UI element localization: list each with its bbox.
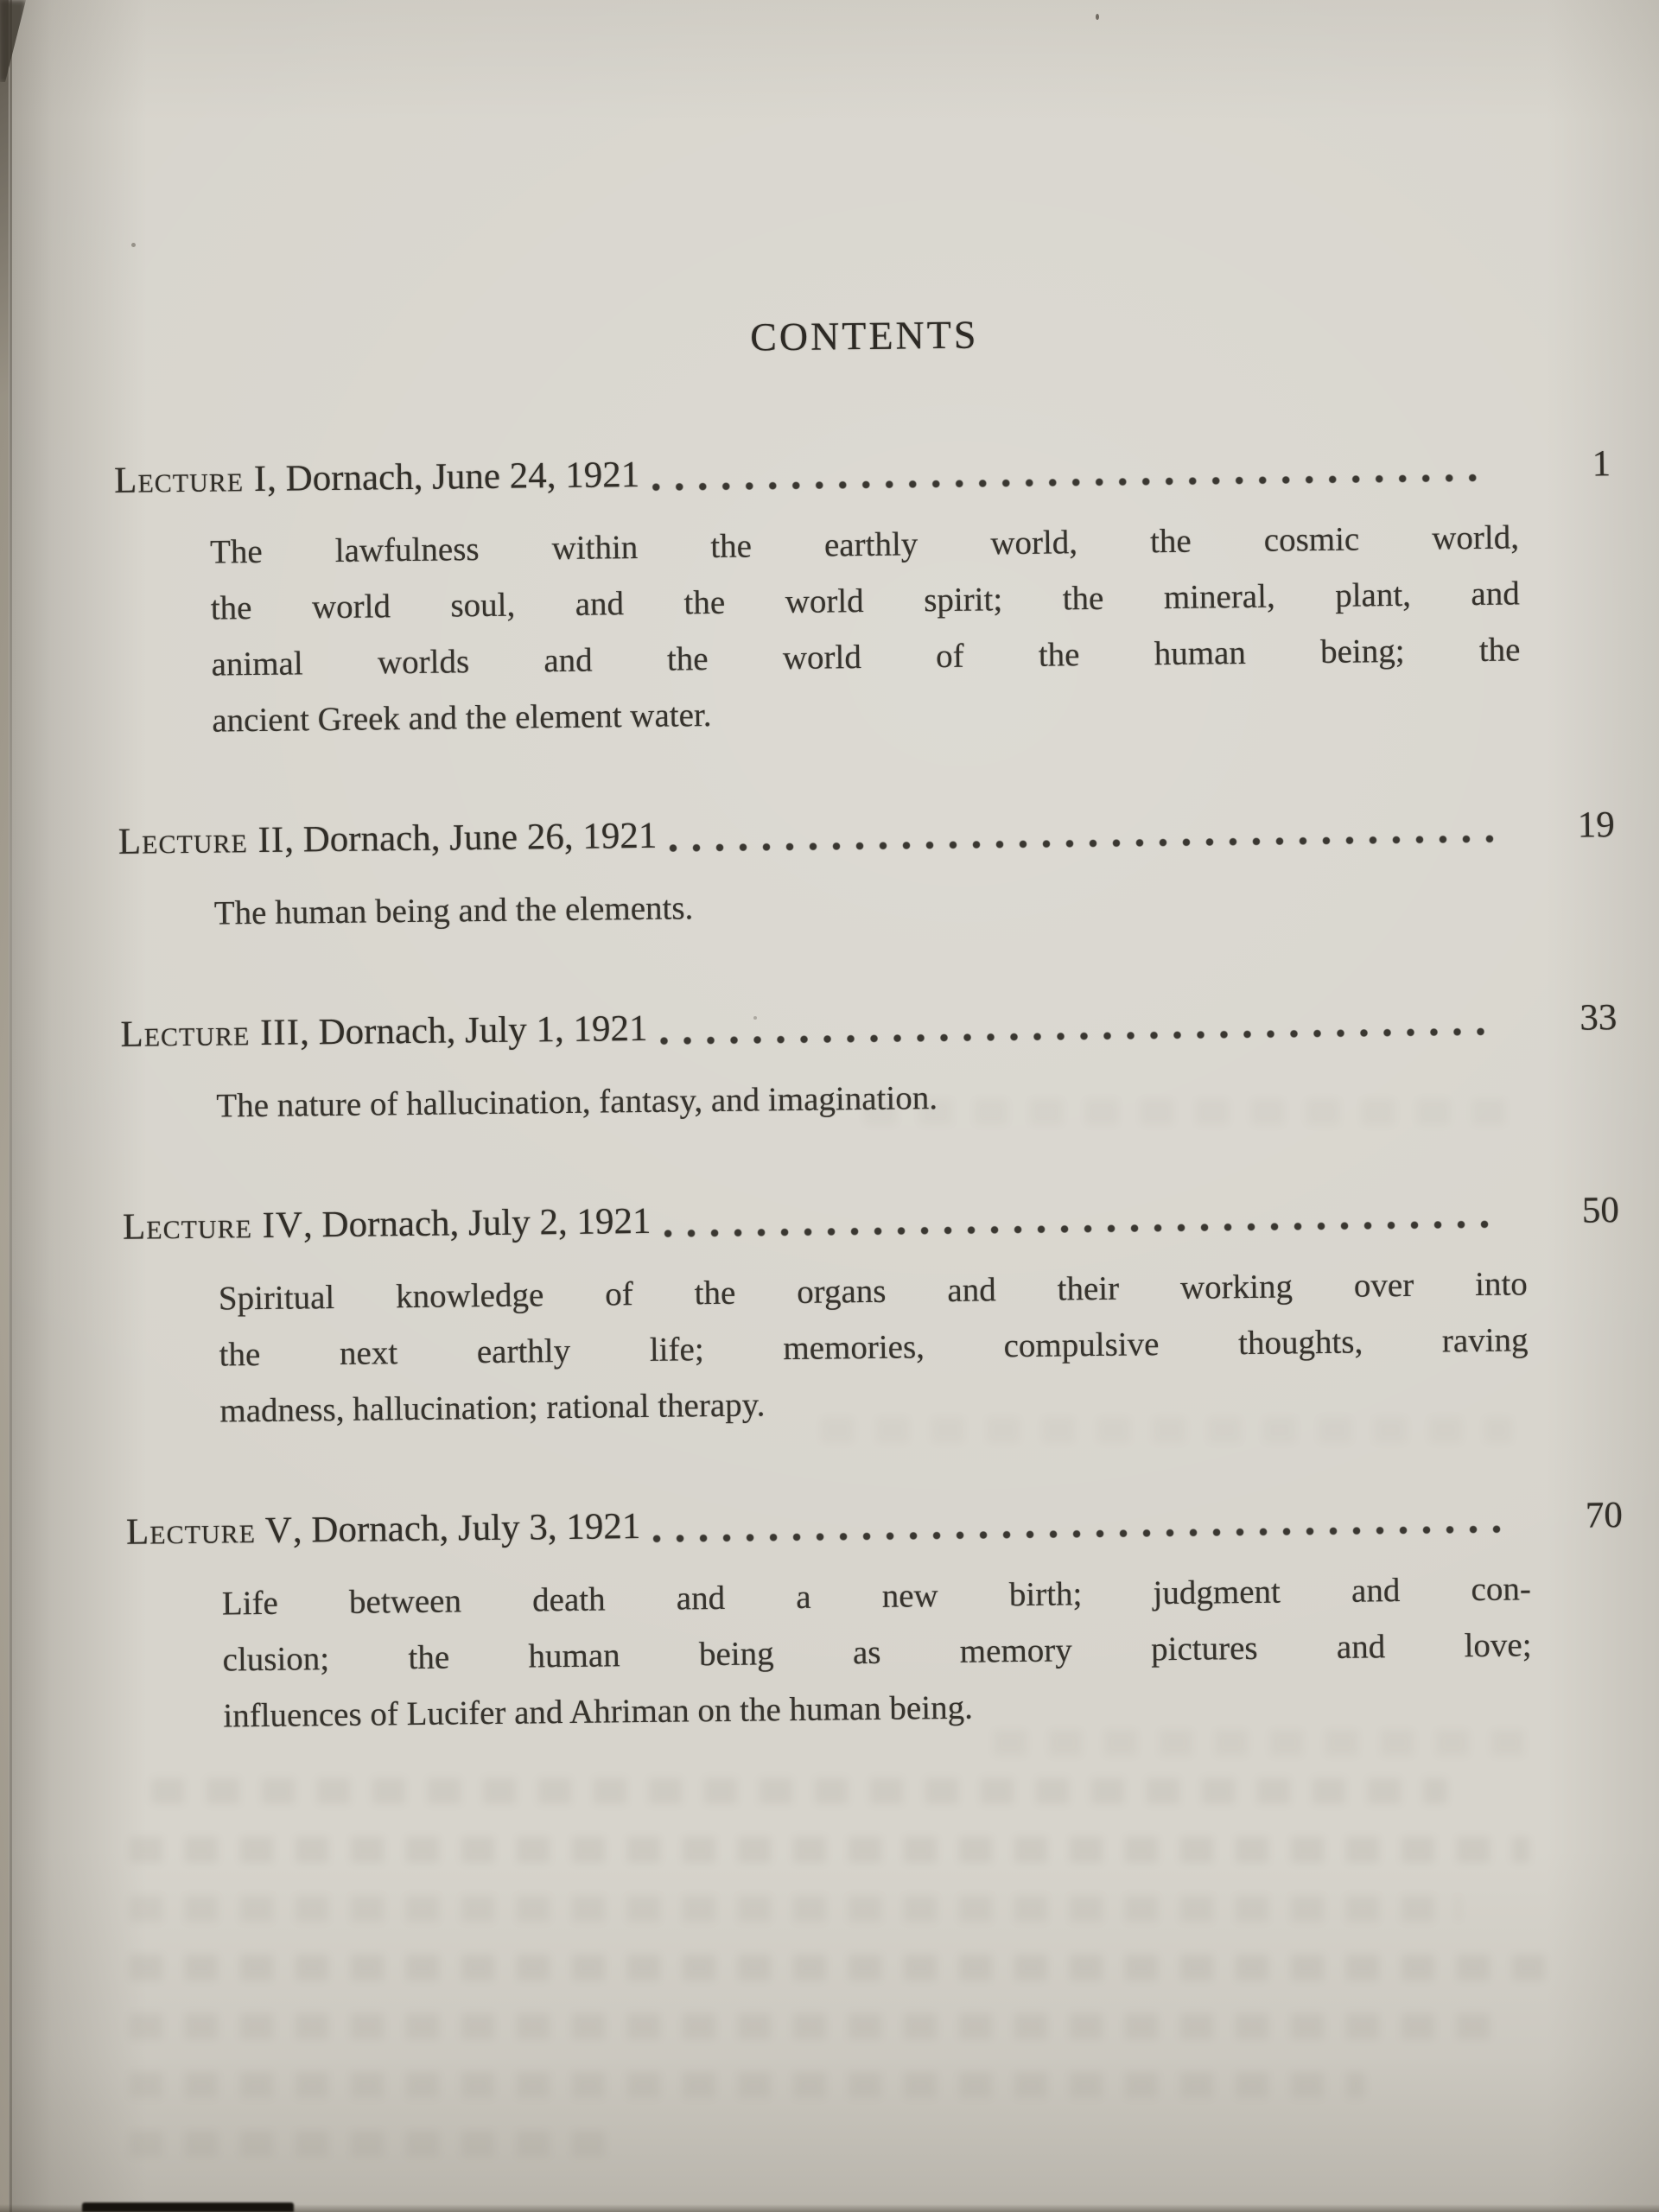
lecture-summary <box>210 509 1522 748</box>
corner-shadow <box>0 0 26 82</box>
page-gutter-edge <box>0 0 9 2212</box>
summary-line: Spiritual knowledge of the organs and their working over into <box>218 1265 1529 1318</box>
paper-speck <box>1096 14 1099 20</box>
toc-entry-heading <box>114 437 1618 508</box>
bleed-through-text <box>130 2131 613 2157</box>
lecture-label: Lecture I <box>113 458 268 501</box>
lecture-summary <box>222 1560 1533 1744</box>
toc-entry <box>126 1489 1632 1745</box>
bleed-through-text <box>130 1896 1460 1922</box>
lecture-date: , Dornach, July 3, 1921 <box>292 1506 641 1551</box>
bleed-through-text <box>130 2072 1365 2098</box>
summary-line: madness, hallucination; rational therapy. <box>219 1386 766 1430</box>
bleed-through-text <box>821 1417 1512 1443</box>
page-title: CONTENTS <box>749 312 979 359</box>
paper-speck <box>131 243 136 247</box>
bleed-through-text <box>130 1837 1529 1863</box>
summary-line: clusion; the human being as memory pictures and love; <box>222 1626 1532 1679</box>
lecture-date: , Dornach, June 26, 1921 <box>283 815 658 861</box>
lecture-label: Lecture V <box>125 1510 294 1553</box>
toc-entry <box>118 798 1624 943</box>
toc-entry <box>123 1184 1629 1440</box>
summary-line: the next earthly life; memories, compulsive thoughts, raving <box>219 1321 1529 1374</box>
summary-line: The human being and the elements. <box>213 889 694 932</box>
lecture-label: Lecture IV <box>122 1205 304 1248</box>
page-number: 70 <box>1585 1495 1624 1536</box>
summary-line: The nature of hallucination, fantasy, and imagination. <box>216 1079 938 1125</box>
page-number: 33 <box>1580 997 1618 1039</box>
page-gutter-line <box>10 0 12 2212</box>
summary-line: the world soul, and the world spirit; the mineral, plant, and <box>210 575 1520 627</box>
bleed-through-text <box>130 1955 1547 1980</box>
lecture-label: Lecture II <box>118 819 285 862</box>
summary-line: The lawfulness within the earthly world, the cosmic world, <box>209 518 1520 571</box>
toc-entry-heading <box>126 1489 1630 1560</box>
toc-entry-heading <box>118 798 1623 869</box>
page-number: 50 <box>1581 1190 1620 1231</box>
bleed-through-text <box>130 2013 1512 2039</box>
dot-leader <box>669 834 1496 855</box>
dot-leader <box>652 473 1491 493</box>
toc-entry-heading <box>123 1184 1627 1255</box>
page-number: 19 <box>1577 804 1616 846</box>
dot-leader <box>664 1219 1501 1240</box>
lecture-date: , Dornach, June 24, 1921 <box>266 454 640 499</box>
table-of-contents <box>112 304 1632 1811</box>
dot-leader <box>660 1027 1498 1047</box>
dot-leader <box>652 1524 1503 1545</box>
bleed-through-text <box>994 1730 1529 1756</box>
summary-line: animal worlds and the world of the human being; the <box>211 631 1521 683</box>
toc-entry-heading <box>120 991 1624 1062</box>
lecture-summary <box>213 870 1523 941</box>
bleed-through-text <box>151 1778 1447 1804</box>
toc-entry <box>114 437 1621 750</box>
toc-entries <box>114 437 1632 1745</box>
bleed-through-text <box>864 1099 1521 1125</box>
lecture-summary <box>219 1255 1529 1439</box>
lecture-date: , Dornach, July 1, 1921 <box>299 1007 648 1053</box>
lecture-date: , Dornach, July 2, 1921 <box>302 1200 652 1246</box>
dark-surface-strip <box>82 2202 294 2212</box>
paper-speck <box>753 1016 757 1020</box>
summary-line: ancient Greek and the element water. <box>212 696 712 740</box>
summary-line: Life between death and a new birth; judgment and con- <box>221 1570 1532 1623</box>
page-number: 1 <box>1592 443 1611 485</box>
lecture-label: Lecture III <box>120 1012 301 1055</box>
summary-line: influences of Lucifer and Ahriman on the human being. <box>223 1688 974 1735</box>
